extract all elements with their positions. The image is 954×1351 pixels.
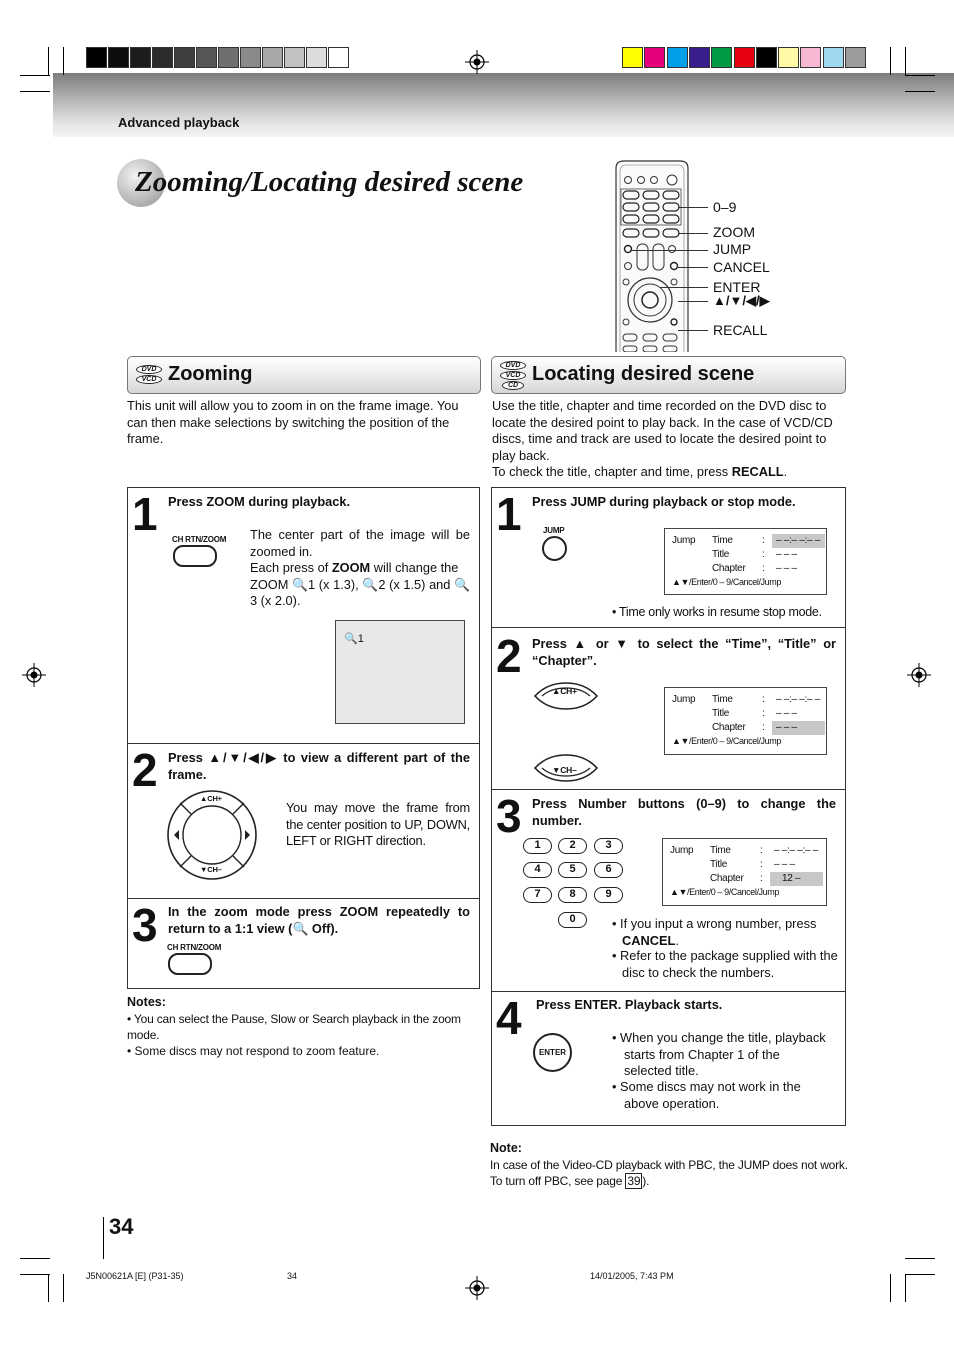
color-swatch (778, 47, 799, 68)
zoom-step1-text (250, 527, 470, 610)
osd-jump: Jump (670, 845, 694, 856)
page-number: 34 (109, 1214, 134, 1239)
color-swatch (644, 47, 665, 68)
osd-title-value: – – – (776, 549, 797, 560)
number-key-8[interactable]: 8 (558, 887, 587, 903)
registration-target-icon (22, 663, 46, 687)
locating-intro (492, 398, 846, 481)
number-key-7[interactable]: 7 (523, 887, 552, 903)
registration-target-icon (907, 663, 931, 687)
crop-mark (905, 1274, 935, 1275)
remote-control-illustration (612, 160, 692, 352)
color-swatch (800, 47, 821, 68)
osd-title-value: – – – (774, 859, 795, 870)
crop-mark (20, 75, 50, 76)
osd-title-value: – – – (776, 708, 797, 719)
color-swatch (306, 47, 327, 68)
zoom-desc-3: ZOOM 🔍1 (x 1.3), 🔍2 (x 1.5) and 🔍3 (x 2.0). (250, 576, 470, 608)
page-title: Zooming/Locating desired scene (135, 166, 524, 198)
step-number: 2 (496, 630, 520, 682)
remote-label-arrows: ▲/▼/◀/▶ (713, 293, 770, 308)
divider (491, 991, 846, 992)
zoom-indicator: 🔍1 (344, 633, 364, 645)
vcd-disc-icon: VCD (136, 375, 162, 384)
crop-mark (20, 91, 50, 92)
osd-colon: : (762, 549, 765, 560)
osd-title: Title (710, 859, 728, 870)
section-label: Advanced playback (118, 115, 240, 130)
osd-jump: Jump (672, 694, 696, 705)
leader-line (678, 330, 708, 331)
number-key-5[interactable]: 5 (558, 862, 587, 878)
osd-colon: : (762, 722, 765, 733)
recall-post: . (783, 464, 788, 479)
number-key-6[interactable]: 6 (594, 862, 623, 878)
osd-chapter-value: 12 – (770, 872, 823, 886)
remote-label-0-9: 0–9 (713, 199, 737, 215)
step4-bullet-discs: • Some discs may not work in the above operation. (612, 1079, 801, 1111)
bullet-cancel-pre: • If you input a wrong number, press (612, 916, 817, 931)
button-caption: CH RTN/ZOOM (172, 535, 227, 544)
zoom-desc-2-bold: ZOOM (331, 560, 371, 575)
osd-chapter-value: – – – (776, 563, 797, 574)
page-number-rule (103, 1217, 104, 1259)
divider (127, 743, 480, 744)
zoom-screen-preview (335, 620, 465, 724)
crop-mark (48, 47, 49, 75)
note-text-post: ). (642, 1174, 650, 1188)
footer-timestamp: 14/01/2005, 7:43 PM (590, 1271, 674, 1281)
zooming-heading-box (127, 356, 481, 394)
osd-jump-menu (662, 838, 827, 906)
osd-chapter: Chapter (710, 873, 744, 884)
color-swatch (667, 47, 688, 68)
locating-heading-box (491, 356, 846, 394)
step-title (168, 750, 470, 783)
crop-mark (905, 91, 935, 92)
osd-time: Time (710, 845, 731, 856)
step-title: In the zoom mode press ZOOM repeatedly to return to a 1:1 view (🔍 Off). (168, 904, 470, 936)
zoom-desc-2-post: will change the (370, 560, 459, 575)
step4-bullet-title: • When you change the title, playback starts from Chapter 1 of the selected title. (612, 1030, 826, 1078)
color-swatch (756, 47, 777, 68)
osd-footer: ▲▼/Enter/0 – 9/Cancel/Jump (672, 736, 781, 746)
osd-footer: ▲▼/Enter/0 – 9/Cancel/Jump (670, 887, 779, 897)
recall-pre: To check the title, chapter and time, press (492, 464, 732, 479)
remote-label-zoom: ZOOM (713, 224, 755, 240)
step3-bullet-package: • Refer to the package supplied with the disc to check the numbers. (612, 948, 838, 980)
step-title: Press JUMP during playback or stop mode. (532, 494, 796, 509)
step-number: 3 (132, 899, 156, 951)
osd-colon: : (760, 873, 763, 884)
step-title-text: Press ▲/▼/◀/▶ to view a different part of the frame. (168, 750, 470, 782)
osd-colon: : (762, 708, 765, 719)
zoom-button[interactable] (173, 545, 217, 567)
remote-label-enter: ENTER (713, 279, 761, 295)
bullet-cancel-bold: CANCEL (622, 932, 676, 948)
color-swatch (711, 47, 732, 68)
zoom-step2-text: You may move the frame from the center position to UP, DOWN, LEFT or RIGHT direction. (286, 800, 470, 848)
color-swatch (622, 47, 643, 68)
number-key-3[interactable]: 3 (594, 838, 623, 854)
ch-up-label: ▲CH+ (552, 686, 577, 696)
recall-bold: RECALL (731, 464, 784, 479)
locating-intro-text: Use the title, chapter and time recorded on the DVD disc to locate the desired point to play back. In the case of VCD/CD discs, time and track are used to locate the desired point to play back. (492, 398, 833, 463)
registration-target-icon (465, 1276, 489, 1300)
divider (491, 627, 846, 628)
zoom-desc-1: The center part of the image will be zoomed in. (250, 527, 470, 559)
ch-up-label: ▲CH+ (200, 794, 222, 803)
crop-mark (63, 47, 64, 75)
osd-colon: : (760, 845, 763, 856)
osd-time-value: – –:– –:– – (772, 534, 825, 548)
crop-mark (48, 1274, 49, 1302)
osd-time: Time (712, 694, 733, 705)
number-key-4[interactable]: 4 (523, 862, 552, 878)
divider (491, 789, 846, 790)
color-swatch (734, 47, 755, 68)
ch-down-label: ▼CH– (200, 865, 222, 874)
footer-page: 34 (287, 1271, 298, 1281)
note-item: • Some discs may not respond to zoom feature. (127, 1044, 380, 1058)
dvd-disc-icon: DVD (136, 365, 162, 374)
color-swatch (196, 47, 217, 68)
leader-line (678, 301, 708, 302)
osd-time: Time (712, 535, 733, 546)
crop-mark (905, 1258, 935, 1259)
step-number: 1 (132, 488, 156, 540)
crop-mark (905, 47, 906, 75)
cd-disc-icon: CD (502, 381, 524, 390)
bullet-cancel-post: . (675, 932, 679, 948)
footer-file: J5N00621A [E] (P31-35) (86, 1271, 184, 1281)
note-item: • You can select the Pause, Slow or Search playback in the zoom mode. (127, 1012, 461, 1042)
color-swatch (328, 47, 349, 68)
leader-line (630, 250, 708, 251)
crop-mark (905, 75, 935, 76)
remote-label-recall: RECALL (713, 322, 768, 338)
enter-button[interactable]: ENTER (533, 1033, 572, 1072)
note-text-pre: In case of the Video-CD playback with PBC, the JUMP does not work. To turn off PBC, see page (490, 1158, 848, 1188)
crop-mark (20, 1274, 50, 1275)
osd-colon: : (760, 859, 763, 870)
osd-title: Title (712, 549, 730, 560)
note-title: Note: (490, 1141, 522, 1155)
color-swatch (823, 47, 844, 68)
color-swatch (152, 47, 173, 68)
notes-title: Notes: (127, 995, 166, 1009)
divider (127, 898, 480, 899)
crop-mark (905, 1274, 906, 1302)
osd-footer: ▲▼/Enter/0 – 9/Cancel/Jump (672, 577, 781, 587)
crop-mark (890, 1274, 891, 1302)
osd-chapter-value: – – – (772, 721, 825, 735)
color-swatch (689, 47, 710, 68)
remote-label-jump: JUMP (713, 241, 752, 257)
color-swatch (218, 47, 239, 68)
step-title: Press ▲ or ▼ to select the “Time”, “Title” or “Chapter”. (532, 636, 836, 668)
step-number: 2 (132, 744, 156, 796)
color-swatch (108, 47, 129, 68)
step1-bullet: • Time only works in resume stop mode. (612, 605, 822, 619)
number-key-1[interactable]: 1 (523, 838, 552, 854)
leader-line (678, 233, 708, 234)
color-swatch (284, 47, 305, 68)
osd-time-value: – –:– –:– – (774, 845, 818, 856)
zoom-desc-2-pre: Each press of (250, 560, 332, 575)
osd-colon: : (762, 694, 765, 705)
color-swatch (845, 47, 866, 68)
ch-down-label: ▼CH– (552, 765, 577, 775)
remote-label-cancel: CANCEL (713, 259, 770, 275)
color-swatch (240, 47, 261, 68)
step-title: Press ENTER. Playback starts. (536, 997, 723, 1012)
osd-chapter: Chapter (712, 563, 746, 574)
button-caption: JUMP (543, 526, 565, 535)
osd-title: Title (712, 708, 730, 719)
number-key-9[interactable]: 9 (594, 887, 623, 903)
step-title: Press Number buttons (0–9) to change the number. (532, 796, 836, 828)
zoom-button[interactable] (168, 953, 212, 975)
page-reference[interactable]: 39 (627, 1174, 641, 1188)
zoom-desc-2 (250, 560, 470, 577)
step3-bullet-cancel (612, 916, 840, 949)
locating-heading: Locating desired scene (532, 363, 755, 385)
osd-jump-menu (664, 687, 827, 755)
color-swatch (130, 47, 151, 68)
color-swatch (86, 47, 107, 68)
crop-mark (890, 47, 891, 75)
zooming-heading: Zooming (168, 363, 253, 385)
color-swatch (174, 47, 195, 68)
note-text (490, 1157, 848, 1189)
step-number: 4 (496, 992, 520, 1044)
osd-jump-menu (664, 528, 827, 595)
color-swatch (262, 47, 283, 68)
step-number: 3 (496, 790, 520, 842)
step-title: Press ZOOM during playback. (168, 494, 351, 509)
dvd-disc-icon: DVD (500, 361, 526, 370)
leader-line (678, 267, 708, 268)
step-number: 1 (496, 488, 520, 540)
zooming-intro: This unit will allow you to zoom in on the frame image. You can then make selections by switching the position of the frame. (127, 398, 459, 446)
registration-target-icon (465, 50, 489, 74)
osd-chapter: Chapter (712, 722, 746, 733)
number-key-0[interactable]: 0 (558, 912, 587, 928)
number-key-2[interactable]: 2 (558, 838, 587, 854)
jump-button[interactable] (542, 536, 567, 561)
vcd-disc-icon: VCD (500, 371, 526, 380)
crop-mark (20, 1258, 50, 1259)
osd-colon: : (762, 563, 765, 574)
crop-mark (63, 1274, 64, 1302)
osd-colon: : (762, 535, 765, 546)
leader-line (660, 287, 708, 288)
leader-line (678, 207, 708, 208)
osd-time-value: – –:– –:– – (776, 694, 820, 705)
button-caption: CH RTN/ZOOM (167, 943, 222, 952)
osd-jump: Jump (672, 535, 696, 546)
locating-intro-recall (492, 464, 846, 481)
